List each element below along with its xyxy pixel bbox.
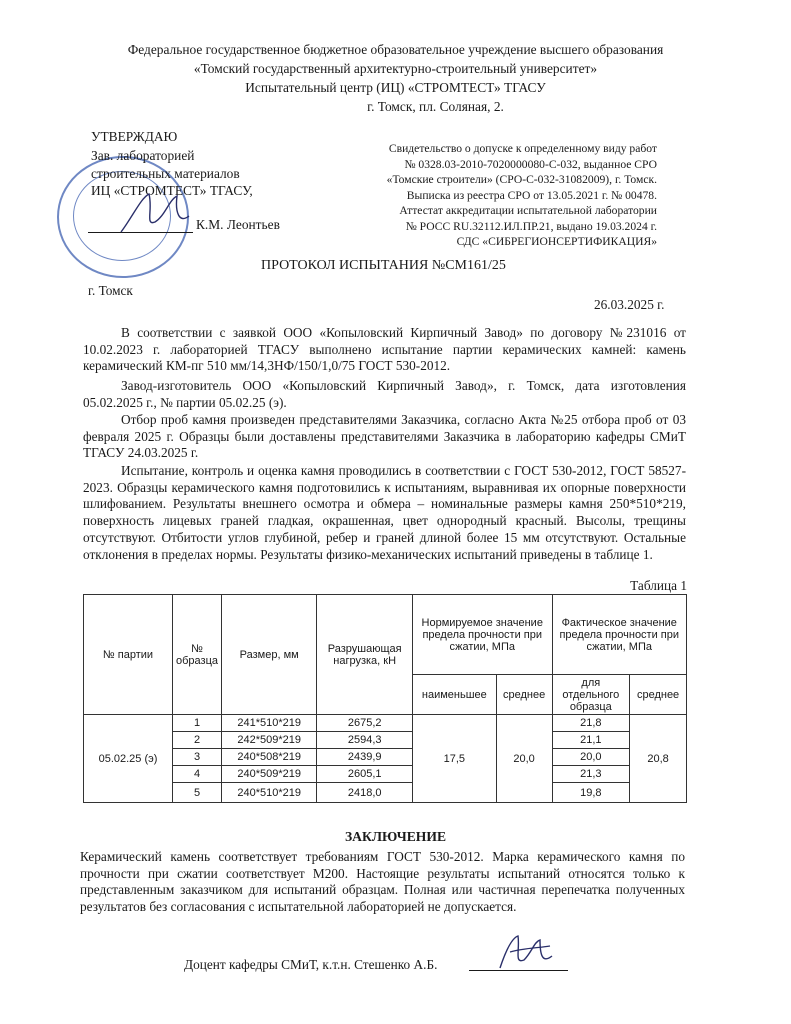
conclusion-text: Керамический камень соответствует требованиям ГОСТ 530-2012. Марка керамического камня по прочности при сжатии соответствует М200. Настоящие результаты испытаний относятся только к представленным заказчиком для испытаний образцам. Полная или частичная перепечатка полученных результатов без согласования с испытательной лабораторией не допускается. [80,849,685,915]
paragraph-testing: Испытание, контроль и оценка камня проводились в соответствии с ГОСТ 530-2012, ГОСТ 58527-2023. Образцы керамического камня подготовились к испытаниям, выравнивая их опорные поверхности шлифованием. Результаты внешнего осмотра и обмера – номинальные размеры камня 250*510*219, поверхность лицевых граней гладкая, окрашенная, цвет однородный красный. Высолы, трещины отсутствуют. Отбитости углов глубиной, ребер и граней длиной более 15 мм отсутствуют. Остальные отклонения в пределах нормы. Результаты физико-механических испытаний приведены в таблице 1. [83,463,686,562]
header-single: для отдельного образца [552,675,630,715]
header-min: наименьшее [412,675,496,715]
cell-strength: 19,8 [552,783,630,803]
cell-size: 240*509*219 [222,766,317,783]
cell-batch: 05.02.25 (э) [84,715,173,803]
cell-size: 240*508*219 [222,749,317,766]
cell-sample: 3 [173,749,222,766]
certificate-line-5: Аттестат аккредитации испытательной лаборатории [399,204,657,217]
approval-word: УТВЕРЖДАЮ [91,129,178,144]
header-avg: среднее [496,675,552,715]
cell-size: 240*510*219 [222,783,317,803]
protocol-city: г. Томск [88,283,133,298]
cell-fact-avg: 20,8 [630,715,687,803]
protocol-date: 26.03.2025 г. [594,297,665,312]
certificate-info [330,141,657,250]
header-sample: № образца [173,595,222,715]
cell-sample: 4 [173,766,222,783]
certificate-line-3: «Томские строители» (СРО-С-032-31082009), г. Томск. [386,173,657,186]
header-org: Федеральное государственное бюджетное образовательное учреждение высшего образования [127,42,664,57]
signatory-signature [490,930,560,976]
table-row [84,715,687,732]
certificate-line-1: Свидетельство о допуске к определенному виду работ [388,142,657,155]
cell-strength: 21,1 [552,732,630,749]
conclusion-title: ЗАКЛЮЧЕНИЕ [344,829,447,844]
cell-sample: 2 [173,732,222,749]
paragraph-manufacturer: Завод-изготовитель ООО «Копыловский Кирпичный Завод», г. Томск, дата изготовления 05.02.2025 г., № партии 05.02.25 (э). [83,378,686,410]
protocol-title: ПРОТОКОЛ ИСПЫТАНИЯ №СМ161/25 [261,258,506,273]
signatory: Доцент кафедры СМиТ, к.т.н. Стешенко А.Б. [184,957,438,972]
header-center: Испытательный центр (ИЦ) «СТРОМТЕСТ» ТГАСУ [245,80,546,95]
paragraph-order: В соответствии с заявкой ООО «Копыловский Кирпичный Завод» по договору №231016 от 10.02.2023 г. лабораторией ТГАСУ выполнено испытание партии керамических камней: камень керамический КМ-пг 510 мм/14,3НФ/150/1,0/75 ГОСТ 530-2012. [83,325,686,374]
table-row [84,783,687,803]
cell-sample: 1 [173,715,222,732]
certificate-line-7: СДС «СИБРЕГИОНСЕРТИФИКАЦИЯ» [456,235,657,248]
cell-size: 241*510*219 [222,715,317,732]
table-caption: Таблица 1 [630,578,687,593]
approval-position-3: ИЦ «СТРОМТЕСТ» ТГАСУ, [91,183,253,198]
approval-signature [115,186,195,242]
table-row [84,732,687,749]
cell-strength: 20,0 [552,749,630,766]
header-size: Размер, мм [222,595,317,715]
cell-load: 2418,0 [317,783,413,803]
approval-name: К.М. Леонтьев [196,217,280,232]
cell-load: 2594,3 [317,732,413,749]
header-batch: № партии [84,595,173,715]
results-table [83,594,687,803]
cell-strength: 21,3 [552,766,630,783]
header-load: Разрушающая нагрузка, кН [317,595,413,715]
cell-norm-avg: 20,0 [496,715,552,803]
header-university: «Томский государственный архитектурно-строительный университет» [193,61,598,76]
cell-sample: 5 [173,783,222,803]
cell-size: 242*509*219 [222,732,317,749]
cell-load: 2439,9 [317,749,413,766]
table-row [84,766,687,783]
cell-strength: 21,8 [552,715,630,732]
table-row [84,749,687,766]
certificate-line-4: Выписка из реестра СРО от 13.05.2021 г. № 00478. [406,188,657,202]
approval-position-1: Зав. лабораторией [91,148,195,163]
certificate-line-2: № 0328.03-2010-7020000080-С-032, выданное СРО [404,157,657,171]
cell-load: 2675,2 [317,715,413,732]
cell-norm-min: 17,5 [412,715,496,803]
header-actual: Фактическое значение предела прочности при сжатии, МПа [552,595,687,675]
approval-position-2: строительных материалов [91,166,240,181]
cell-load: 2605,1 [317,766,413,783]
paragraph-sampling: Отбор проб камня произведен представителями Заказчика, согласно Акта №25 отбора проб от 03 февраля 2025 г. Образцы были доставлены представителями Заказчика в лабораторию кафедры СМиТ ТГАСУ 24.03.2025 г. [83,412,686,461]
certificate-line-6: № РОСС RU.32112.ИЛ.ПР.21, выдано 19.03.2024 г. [405,219,657,233]
header-avg-actual: среднее [630,675,687,715]
header-normative: Нормируемое значение предела прочности при сжатии, МПа [412,595,552,675]
header-address: г. Томск, пл. Соляная, 2. [367,99,504,114]
